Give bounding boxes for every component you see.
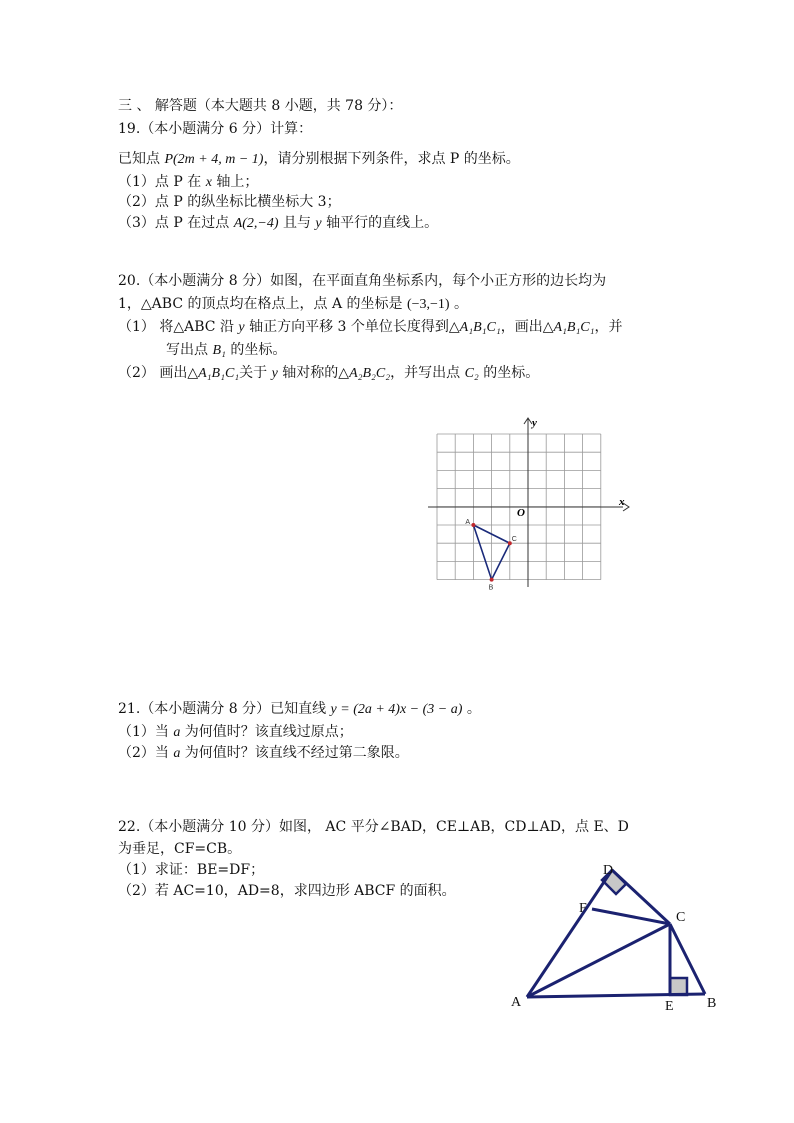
q20-part-2-mid: 关于 <box>239 365 272 381</box>
q20-part-1-line-2-post: 的坐标。 <box>225 342 287 358</box>
q20-part-1-var: y <box>238 320 245 335</box>
q19-part-3-post: 轴平行的直线上。 <box>321 215 439 231</box>
label-a: A <box>511 995 522 1010</box>
q19-part-1-pre: （1）点 P 在 <box>118 174 206 190</box>
q21-part-1-pre: （1）当 <box>118 724 174 740</box>
q20-part-1-pre: （1） 将△ABC 沿 <box>118 319 239 335</box>
q20-part-2-post: 的坐标。 <box>478 365 540 381</box>
q20-title: 20.（本小题满分 8 分）如图，在平面直角坐标系内，每个小正方形的边长均为 <box>118 273 607 289</box>
q20-line-2-post: 。 <box>449 296 469 312</box>
q21-part-2-var: a <box>173 746 181 761</box>
q20-part-1-line-2 <box>166 341 286 360</box>
q19-stem-point: P(2m + 4, m − 1) <box>164 152 264 167</box>
segment-ac <box>527 924 670 997</box>
q22-part-2: （2）若 AC=10，AD=8，求四边形 ABCF 的面积。 <box>118 883 456 899</box>
vertex-b-point <box>490 578 494 582</box>
q19-part-3-var: y <box>315 216 322 231</box>
vertex-a-point <box>471 523 475 527</box>
q19-part-1-post: 轴上； <box>211 174 259 190</box>
vertex-b-label: B <box>488 584 494 592</box>
origin-label: O <box>517 507 525 519</box>
label-d: D <box>603 863 614 878</box>
y-axis-label: y <box>532 417 537 429</box>
q21-part-1-var: a <box>173 725 181 740</box>
q19-title: 19.（本小题满分 6 分）计算： <box>118 121 313 137</box>
q21-title <box>118 700 481 719</box>
vertex-a-label: A <box>465 519 471 526</box>
q20-part-1-line-2-pt: B₁ <box>212 343 226 358</box>
section-header: 三 、 解答题（本大题共 8 小题，共 78 分）： <box>118 98 403 114</box>
q22-title-line-2: 为垂足，CF=CB。 <box>118 841 242 857</box>
right-angle-mark-e <box>670 978 687 995</box>
q19-stem-post: ，请分别根据下列条件，求点 P 的坐标。 <box>263 151 520 167</box>
q21-part-2 <box>118 744 409 763</box>
segment-ad <box>527 870 612 997</box>
q20-part-2-pt: C₂ <box>464 366 479 381</box>
q21-part-1-post: 为何值时？该直线过原点； <box>180 724 353 740</box>
q20-line-2-pre: 1，△ABC 的顶点均在格点上，点 A 的坐标是 <box>118 296 407 312</box>
q20-part-1 <box>118 318 623 337</box>
q20-part-1-post: ，并 <box>594 319 623 335</box>
q21-part-2-post: 为何值时？该直线不经过第二象限。 <box>180 745 409 761</box>
q19-part-1 <box>118 173 258 192</box>
q20-part-2-mid2: 轴对称的 <box>277 365 339 381</box>
label-b: B <box>707 996 717 1011</box>
q20-part-2 <box>118 364 539 383</box>
vertex-c-label: C <box>511 536 517 544</box>
q20-part-1-line-2-pre: 写出点 <box>166 342 213 358</box>
q19-part-3-mid: 且与 <box>278 215 316 231</box>
q19-part-3-point: A(2,−4) <box>233 216 279 231</box>
q19-stem <box>118 150 520 169</box>
q19-part-3 <box>118 214 438 233</box>
q22-title: 22.（本小题满分 10 分）如图， AC 平分∠BAD，CE⊥AB，CD⊥AD，点 E、D <box>118 819 629 835</box>
label-c: C <box>676 910 686 925</box>
q20-line-2-coord: (−3,−1) <box>406 297 450 312</box>
q19-stem-pre: 已知点 <box>118 151 165 167</box>
q22-part-1: （1）求证：BE=DF； <box>118 862 265 878</box>
segment-ab <box>527 994 705 997</box>
q20-coordinate-grid <box>420 415 635 595</box>
q19-part-1-var: x <box>205 175 212 190</box>
q20-part-2-mid3: ，并写出点 <box>390 365 465 381</box>
q20-part-2-tri1: △A₁B₁C₁ <box>187 366 240 381</box>
label-e: E <box>665 999 674 1014</box>
x-axis-label: x <box>619 496 625 508</box>
q21-title-pre: 21.（本小题满分 8 分）已知直线 <box>118 701 331 717</box>
q20-part-1-mid2: ，画出 <box>500 319 543 335</box>
q21-part-2-pre: （2）当 <box>118 745 174 761</box>
q20-line-2 <box>118 295 468 314</box>
q21-title-post: 。 <box>462 701 481 717</box>
q20-part-2-tri2: △A₂B₂C₂ <box>338 366 391 381</box>
q20-part-1-mid: 轴正方向平移 3 个单位长度得到 <box>244 319 449 335</box>
q20-part-2-var: y <box>271 366 278 381</box>
q21-part-1 <box>118 723 353 742</box>
q19-part-2: （2）点 P 的纵坐标比横坐标大 3； <box>118 194 341 210</box>
q19-part-3-pre: （3）点 P 在过点 <box>118 215 234 231</box>
q20-part-2-pre: （2） 画出 <box>118 365 188 381</box>
q20-part-1-tri2: △A₁B₁C₁ <box>542 320 595 335</box>
label-f: F <box>579 901 587 916</box>
q21-equation: y = (2a + 4)x − (3 − a) <box>330 702 463 717</box>
q20-part-1-tri1: △A₁B₁C₁ <box>448 320 501 335</box>
q22-geometry-figure <box>500 855 730 1020</box>
